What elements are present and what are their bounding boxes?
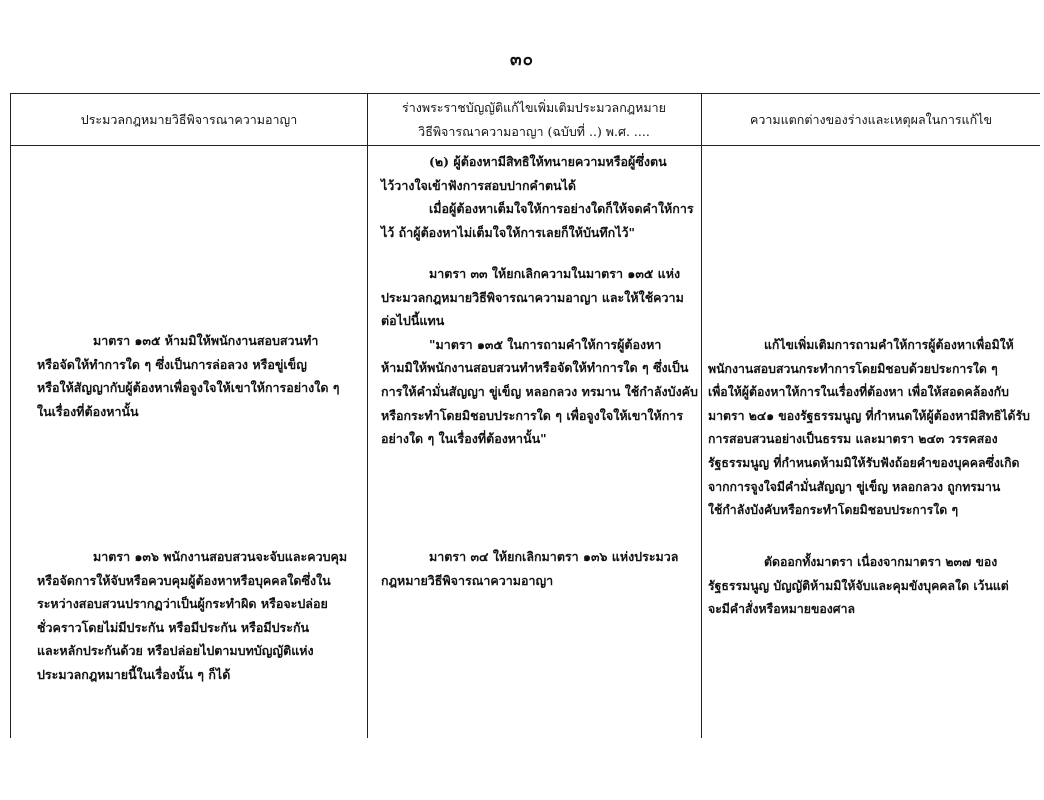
rationale-section-135-line: แก้ไขเพิ่มเติมการถามคำให้การผู้ต้องหาเพื่อมิให้ <box>764 337 1014 352</box>
header-col-draft-bill-line2: วิธีพิจารณาความอาญา (ฉบับที่ ..) พ.ศ. .... <box>418 123 650 139</box>
draft-section-33-line: ห้ามมิให้พนักงานสอบสวนทำหรือจัดให้ทำการใด ๆ ซึ่งเป็น <box>381 360 689 376</box>
draft-continuation-line: (๒) ผู้ต้องหามีสิทธิให้ทนายความหรือผู้ซึ่งตน <box>429 154 667 169</box>
current-section-136-line: ชั่วคราวโดยไม่มีประกัน หรือมีประกัน หรือมีประกัน <box>37 619 310 635</box>
current-section-136-line: หรือจัดการให้จับหรือควบคุมผู้ต้องหาหรือบุคคลใดซึ่งใน <box>37 572 331 588</box>
draft-continuation-line: ไว้วางใจเข้าฟังการสอบปากคำตนได้ <box>381 177 577 193</box>
rationale-section-135-line: ใช้กำลังบังคับหรือกระทำโดยมิชอบประการใด ๆ <box>708 502 959 518</box>
current-section-136-line: และหลักประกันด้วย หรือปล่อยไปตามบทบัญญัติแห่ง <box>37 643 314 659</box>
header-divider <box>11 145 1040 146</box>
rationale-section-135-line: มาตรา ๒๔๑ ของรัฐธรรมนูญ ที่กำหนดให้ผู้ต้องหามีสิทธิได้รับ <box>708 407 1030 423</box>
header-col-differences-text: ความแตกต่างของร่างและเหตุผลในการแก้ไข <box>749 111 993 127</box>
rationale-section-136-line: ตัดออกทั้งมาตรา เนื่องจากมาตรา ๒๓๗ ของ <box>764 554 998 569</box>
draft-section-33-line: หรือกระทำโดยมิชอบประการใด ๆ เพื่อจูงใจให้เขาให้การ <box>381 407 684 423</box>
column-divider-2 <box>701 94 702 738</box>
header-col-draft-bill <box>367 94 701 145</box>
draft-section-33-block <box>381 262 698 451</box>
rationale-section-135-line: การสอบสวนอย่างเป็นธรรม และมาตรา ๒๔๓ วรรคสอง <box>708 431 998 447</box>
draft-continuation-line: ไว้ ถ้าผู้ต้องหาไม่เต็มใจให้การเลยก็ให้บันทึกไว้" <box>381 224 636 240</box>
current-section-136-line: ประมวลกฎหมายนี้ในเรื่องนั้น ๆ ก็ได้ <box>37 666 231 682</box>
rationale-section-135-line: จากการจูงใจมีคำมั่นสัญญา ขู่เข็ญ หลอกลวง ถูกทรมาน <box>708 478 1001 494</box>
current-section-136-block <box>37 545 347 687</box>
current-section-135-line: มาตรา ๑๓๕ ห้ามมิให้พนักงานสอบสวนทำ <box>93 333 319 348</box>
draft-section-33-line: "มาตรา ๑๓๕ ในการถามคำให้การผู้ต้องหา <box>429 336 662 352</box>
header-col-draft-bill-line1: ร่างพระราชบัญญัติแก้ไขเพิ่มเติมประมวลกฎหมาย <box>402 99 666 115</box>
draft-section-33-line: มาตรา ๓๓ ให้ยกเลิกความในมาตรา ๑๓๕ แห่ง <box>429 266 681 281</box>
current-section-135-block <box>37 329 340 423</box>
draft-section-34-block <box>381 545 678 592</box>
current-section-136-line: มาตรา ๑๓๖ พนักงานสอบสวนจะจับและควบคุม <box>93 549 348 564</box>
page-number: ๓๐ <box>510 50 534 70</box>
rationale-section-135-line: พนักงานสอบสวนกระทำการโดยมิชอบด้วยประการใด ๆ <box>708 360 998 376</box>
current-section-135-line: ในเรื่องที่ต้องหานั้น <box>37 403 139 419</box>
header-col-current-law <box>11 94 367 145</box>
rationale-section-135-line: เพื่อให้ผู้ต้องหาให้การในเรื่องที่ต้องหา เพื่อให้สอดคล้องกับ <box>708 384 1009 400</box>
draft-continuation-line: เมื่อผู้ต้องหาเต็มใจให้การอย่างใดก็ให้จดคำให้การ <box>429 201 694 217</box>
current-section-136-line: ระหว่างสอบสวนปรากฏว่าเป็นผู้กระทำผิด หรือจะปล่อย <box>37 596 328 612</box>
comparison-table <box>10 93 1040 738</box>
draft-section-34-line: มาตรา ๓๔ ให้ยกเลิกมาตรา ๑๓๖ แห่งประมวล <box>429 549 679 564</box>
draft-section-33-line: อย่างใด ๆ ในเรื่องที่ต้องหานั้น" <box>381 431 547 447</box>
current-section-135-line: หรือจัดให้ทำการใด ๆ ซึ่งเป็นการล่อลวง หรือขู่เข็ญ <box>37 356 307 372</box>
rationale-section-136-block <box>708 550 1009 621</box>
header-col-current-law-text: ประมวลกฎหมายวิธีพิจารณาความอาญา <box>80 111 298 127</box>
draft-continuation-block <box>381 150 694 244</box>
rationale-section-136-line: จะมีคำสั่งหรือหมายของศาล <box>708 601 856 617</box>
draft-section-33-line: ต่อไปนี้แทน <box>381 313 445 329</box>
draft-section-33-line: การให้คำมั่นสัญญา ขู่เข็ญ หลอกลวง ทรมาน ใช้กำลังบังคับ <box>381 383 698 399</box>
current-section-135-line: หรือให้สัญญากับผู้ต้องหาเพื่อจูงใจให้เขาให้การอย่างใด ๆ <box>37 380 340 396</box>
header-col-differences <box>701 94 1041 145</box>
draft-section-34-line: กฎหมายวิธีพิจารณาความอาญา <box>381 572 554 588</box>
rationale-section-135-line: รัฐธรรมนูญ ที่กำหนดห้ามมิให้รับฟังถ้อยคำของบุคคลซึ่งเกิด <box>708 454 1020 470</box>
rationale-section-136-line: รัฐธรรมนูญ บัญญัติห้ามมิให้จับและคุมขังบุคคลใด เว้นแต่ <box>708 577 1009 593</box>
draft-section-33-line: ประมวลกฎหมายวิธีพิจารณาความอาญา และให้ใช้ความ <box>381 289 684 305</box>
column-divider-1 <box>367 94 368 738</box>
rationale-section-135-block <box>708 333 1030 522</box>
